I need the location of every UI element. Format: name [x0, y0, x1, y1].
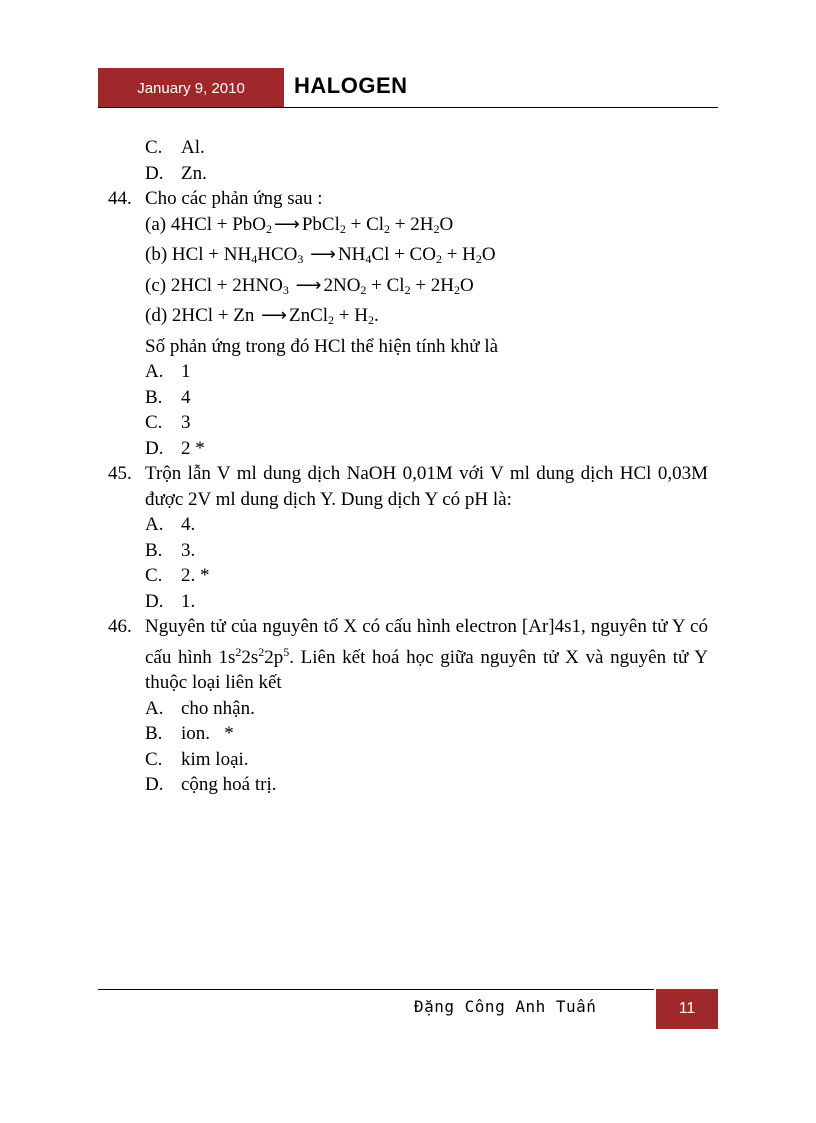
document-body: [108, 135, 708, 798]
q45-option-a: A. 4.: [145, 514, 196, 535]
header-date: January 9, 2010: [98, 68, 284, 108]
q44-reaction-b: (b) HCl + $NH_4HCO_3$ ⟶ $NH_4Cl + CO_2 + H_2O$: [145, 244, 496, 266]
q46-option-a: A. cho nhận.: [145, 697, 255, 719]
q44-option-b: B. 4: [145, 386, 191, 408]
q46-option-d: D. cộng hoá trị.: [145, 774, 277, 795]
q44-option-a: A. 1: [145, 361, 191, 382]
q43-option-c: C. Al.: [145, 137, 205, 158]
q46-stem: 46. Nguyên tử của nguyên tố X có cấu hình electron [Ar]4s1, nguyên tử Y có cấu hình $1s^22s^22p^5$. Liên kết hoá học giữa nguyên tử X và nguyên tử Y thuộc loại liên kết: [108, 616, 708, 693]
q43-option-d: D. Zn.: [145, 162, 207, 184]
q45-option-d: D. 1.: [145, 590, 196, 612]
q46-option-c: C. kim loại.: [145, 748, 249, 770]
footer-author: Đặng Công Anh Tuấn: [414, 997, 597, 1016]
q44-reaction-d: (d) 2HCl + Zn ⟶ ZnCl$_2$ + $H_2$.: [145, 305, 379, 327]
header-divider: [98, 107, 718, 108]
page-number: 11: [656, 989, 718, 1029]
q45-option-c: C. 2. *: [145, 565, 210, 586]
q45-stem: 45. Trộn lẫn V ml dung dịch NaOH 0,01M với V ml dung dịch HCl 0,03M được 2V ml dung dịch Y. Dung dịch Y có pH là:: [108, 463, 708, 510]
q46-option-b: B. ion. *: [145, 723, 234, 744]
q44-stem: 44. Cho các phản ứng sau :: [108, 188, 323, 209]
header-title: HALOGEN: [294, 73, 408, 98]
q44-reaction-a: (a) 4HCl + PbO$_2$ ⟶ PbCl$_2$ + $Cl_2 + 2H_2O$: [145, 213, 454, 236]
q44-option-d: D. 2 *: [145, 437, 205, 459]
q44-option-c: C. 3: [145, 412, 191, 433]
q44-reaction-c: (c) $2HCl + 2HNO_3$ ⟶ $2NO_2 + Cl_2 + 2H_2O$: [145, 274, 474, 297]
q44-question: Số phản ứng trong đó HCl thể hiện tính khử là: [145, 335, 499, 357]
footer-divider: [98, 989, 654, 990]
q45-option-b: B. 3.: [145, 539, 196, 561]
